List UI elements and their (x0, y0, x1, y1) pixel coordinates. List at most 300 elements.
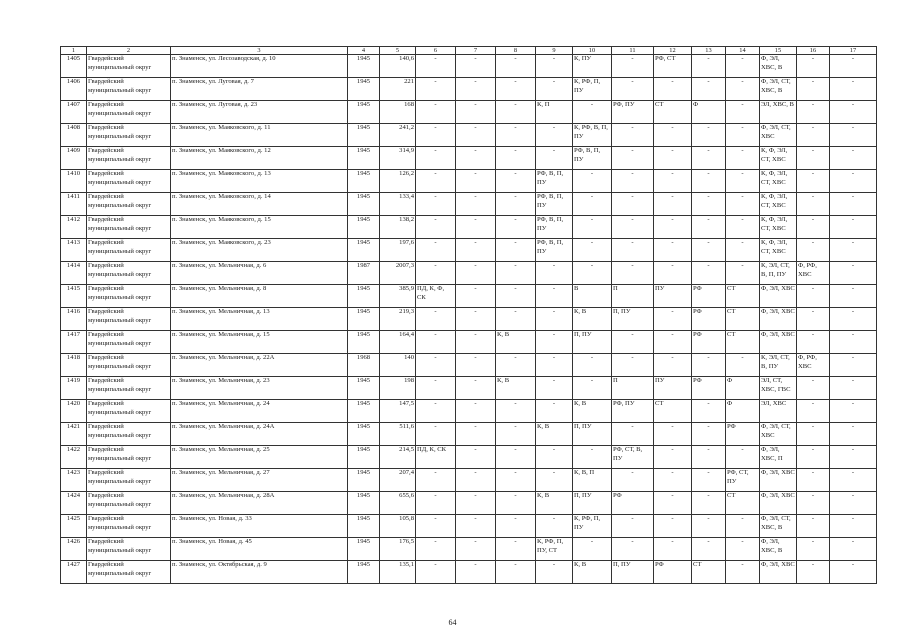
col9-cell: - (536, 561, 573, 584)
col16-cell: - (797, 377, 830, 400)
area-cell: 164,4 (380, 331, 416, 354)
col10-cell: - (573, 239, 612, 262)
col14-cell: - (726, 147, 760, 170)
col8-cell: - (496, 515, 536, 538)
col17-cell: - (830, 101, 877, 124)
col11-cell: - (612, 193, 654, 216)
col11-cell: РФ, СТ, В, ПУ (612, 446, 654, 469)
row-number-cell: 1416 (61, 308, 87, 331)
col12-cell: ПУ (654, 377, 692, 400)
col13-cell: РФ (692, 331, 726, 354)
col17-cell: - (830, 55, 877, 78)
district-name-cell: Гвардейский муниципальный округ (87, 308, 171, 331)
col16-cell: - (797, 446, 830, 469)
col9-cell: - (536, 285, 573, 308)
col6-cell: - (416, 78, 456, 101)
col6-cell: - (416, 515, 456, 538)
col16-cell: - (797, 423, 830, 446)
district-name-cell: Гвардейский муниципальный округ (87, 193, 171, 216)
col17-cell: - (830, 469, 877, 492)
col11-cell: - (612, 78, 654, 101)
district-name-cell: Гвардейский муниципальный округ (87, 377, 171, 400)
col13-cell: - (692, 423, 726, 446)
col13-cell: - (692, 124, 726, 147)
col11-cell: П, ПУ (612, 561, 654, 584)
column-number-cell: 4 (348, 47, 380, 55)
address-cell: п. Знаменск, ул. Маяковского, д. 13 (171, 170, 348, 193)
col6-cell: - (416, 561, 456, 584)
col8-cell: - (496, 400, 536, 423)
col17-cell: - (830, 308, 877, 331)
col17-cell: - (830, 193, 877, 216)
col6-cell: - (416, 469, 456, 492)
col15-cell: Ф, ЭЛ, ХВС (760, 331, 797, 354)
col16-cell: - (797, 239, 830, 262)
col14-cell: - (726, 239, 760, 262)
col9-cell: РФ, В, П, ПУ (536, 170, 573, 193)
col8-cell: - (496, 285, 536, 308)
district-name-cell: Гвардейский муниципальный округ (87, 561, 171, 584)
col7-cell: - (456, 561, 496, 584)
col6-cell: - (416, 170, 456, 193)
col12-cell: - (654, 147, 692, 170)
col10-cell: - (573, 538, 612, 561)
address-cell: п. Знаменск, ул. Маяковского, д. 11 (171, 124, 348, 147)
table-row (61, 308, 877, 331)
table-row (61, 561, 877, 584)
col6-cell: - (416, 193, 456, 216)
build-year-cell: 1945 (348, 538, 380, 561)
col10-cell: - (573, 216, 612, 239)
table-row (61, 331, 877, 354)
col8-cell: - (496, 193, 536, 216)
col14-cell: СТ (726, 308, 760, 331)
district-name-cell: Гвардейский муниципальный округ (87, 446, 171, 469)
col8-cell: - (496, 55, 536, 78)
col10-cell: - (573, 170, 612, 193)
col17-cell: - (830, 492, 877, 515)
row-number-cell: 1424 (61, 492, 87, 515)
row-number-cell: 1426 (61, 538, 87, 561)
col6-cell: - (416, 147, 456, 170)
district-name-cell: Гвардейский муниципальный округ (87, 147, 171, 170)
column-number-cell: 3 (171, 47, 348, 55)
col16-cell: - (797, 78, 830, 101)
address-cell: п. Знаменск, ул. Лесозаводская, д. 10 (171, 55, 348, 78)
area-cell: 241,2 (380, 124, 416, 147)
column-number-cell: 9 (536, 47, 573, 55)
col7-cell: - (456, 423, 496, 446)
col9-cell: - (536, 308, 573, 331)
area-cell: 135,1 (380, 561, 416, 584)
col12-cell: - (654, 193, 692, 216)
col15-cell: Ф, ЭЛ, СТ, ХВС (760, 124, 797, 147)
address-cell: п. Знаменск, ул. Мельничная, д. 28А (171, 492, 348, 515)
col16-cell: - (797, 538, 830, 561)
col16-cell: - (797, 101, 830, 124)
col6-cell: - (416, 400, 456, 423)
table-row (61, 216, 877, 239)
row-number-cell: 1425 (61, 515, 87, 538)
col7-cell: - (456, 515, 496, 538)
col8-cell: - (496, 308, 536, 331)
col8-cell: - (496, 124, 536, 147)
col13-cell: - (692, 55, 726, 78)
table-row (61, 423, 877, 446)
col12-cell: - (654, 538, 692, 561)
column-number-cell: 10 (573, 47, 612, 55)
col12-cell: - (654, 124, 692, 147)
district-name-cell: Гвардейский муниципальный округ (87, 124, 171, 147)
col16-cell: - (797, 170, 830, 193)
col11-cell: РФ, ПУ (612, 400, 654, 423)
build-year-cell: 1945 (348, 78, 380, 101)
build-year-cell: 1945 (348, 124, 380, 147)
column-number-cell: 17 (830, 47, 877, 55)
col8-cell: - (496, 354, 536, 377)
address-cell: п. Знаменск, ул. Луговая, д. 23 (171, 101, 348, 124)
col6-cell: - (416, 538, 456, 561)
column-number-cell: 11 (612, 47, 654, 55)
col8-cell: - (496, 446, 536, 469)
table-row (61, 469, 877, 492)
col12-cell: - (654, 469, 692, 492)
col7-cell: - (456, 469, 496, 492)
col9-cell: - (536, 262, 573, 285)
build-year-cell: 1945 (348, 515, 380, 538)
col13-cell: РФ (692, 285, 726, 308)
col10-cell: - (573, 262, 612, 285)
col6-cell: - (416, 262, 456, 285)
col15-cell: К, ЭЛ, СТ, В, П, ПУ (760, 262, 797, 285)
col16-cell: - (797, 469, 830, 492)
col7-cell: - (456, 147, 496, 170)
col10-cell: П, ПУ (573, 492, 612, 515)
col11-cell: - (612, 331, 654, 354)
district-name-cell: Гвардейский муниципальный округ (87, 331, 171, 354)
column-number-cell: 14 (726, 47, 760, 55)
col10-cell: К, В (573, 561, 612, 584)
col7-cell: - (456, 377, 496, 400)
col6-cell: - (416, 331, 456, 354)
col16-cell: - (797, 331, 830, 354)
col14-cell: - (726, 170, 760, 193)
table-row (61, 538, 877, 561)
col13-cell: - (692, 216, 726, 239)
district-name-cell: Гвардейский муниципальный округ (87, 515, 171, 538)
col15-cell: Ф, ЭЛ, ХВС (760, 561, 797, 584)
area-cell: 314,9 (380, 147, 416, 170)
col7-cell: - (456, 55, 496, 78)
area-cell: 133,4 (380, 193, 416, 216)
col8-cell: - (496, 78, 536, 101)
col14-cell: - (726, 561, 760, 584)
row-number-cell: 1406 (61, 78, 87, 101)
district-name-cell: Гвардейский муниципальный округ (87, 78, 171, 101)
col9-cell: - (536, 515, 573, 538)
table-row (61, 124, 877, 147)
address-cell: п. Знаменск, ул. Мельничная, д. 24 (171, 400, 348, 423)
column-number-cell: 16 (797, 47, 830, 55)
col13-cell: - (692, 78, 726, 101)
col8-cell: - (496, 101, 536, 124)
district-name-cell: Гвардейский муниципальный округ (87, 469, 171, 492)
col12-cell: - (654, 262, 692, 285)
col13-cell: - (692, 446, 726, 469)
page-number: 64 (448, 618, 457, 627)
col15-cell: Ф, ЭЛ, ХВС (760, 492, 797, 515)
table-row (61, 101, 877, 124)
col8-cell: К, В (496, 331, 536, 354)
row-number-cell: 1427 (61, 561, 87, 584)
col17-cell: - (830, 423, 877, 446)
table-row (61, 170, 877, 193)
col12-cell: - (654, 446, 692, 469)
col6-cell: - (416, 216, 456, 239)
col11-cell: - (612, 262, 654, 285)
col10-cell: - (573, 193, 612, 216)
col15-cell: К, ЭЛ, СТ, В, ПУ (760, 354, 797, 377)
table-row (61, 492, 877, 515)
address-cell: п. Знаменск, ул. Маяковского, д. 15 (171, 216, 348, 239)
col6-cell: - (416, 55, 456, 78)
col6-cell: ПД, К, СК (416, 446, 456, 469)
build-year-cell: 1945 (348, 446, 380, 469)
col10-cell: - (573, 377, 612, 400)
col15-cell: Ф, ЭЛ, СТ, ХВС, В (760, 78, 797, 101)
col9-cell: РФ, В, П, ПУ (536, 216, 573, 239)
col9-cell: - (536, 446, 573, 469)
col16-cell: - (797, 561, 830, 584)
col10-cell: В (573, 285, 612, 308)
col11-cell: П (612, 377, 654, 400)
col9-cell: - (536, 377, 573, 400)
table-row (61, 354, 877, 377)
col10-cell: П, ПУ (573, 331, 612, 354)
row-number-cell: 1407 (61, 101, 87, 124)
col14-cell: СТ (726, 492, 760, 515)
column-number-cell: 1 (61, 47, 87, 55)
district-name-cell: Гвардейский муниципальный округ (87, 216, 171, 239)
row-number-cell: 1412 (61, 216, 87, 239)
col7-cell: - (456, 538, 496, 561)
col6-cell: - (416, 124, 456, 147)
district-name-cell: Гвардейский муниципальный округ (87, 170, 171, 193)
col10-cell: К, В (573, 308, 612, 331)
address-cell: п. Знаменск, ул. Маяковского, д. 23 (171, 239, 348, 262)
address-cell: п. Знаменск, ул. Мельничная, д. 13 (171, 308, 348, 331)
col7-cell: - (456, 400, 496, 423)
col12-cell: ПУ (654, 285, 692, 308)
col10-cell: К, В, П (573, 469, 612, 492)
col15-cell: Ф, ЭЛ, ХВС (760, 285, 797, 308)
col15-cell: К, Ф, ЭЛ, СТ, ХВС (760, 239, 797, 262)
area-cell: 221 (380, 78, 416, 101)
col8-cell: - (496, 469, 536, 492)
table-row (61, 262, 877, 285)
address-cell: п. Знаменск, ул. Мельничная, д. 27 (171, 469, 348, 492)
column-number-cell: 13 (692, 47, 726, 55)
col9-cell: К, В (536, 492, 573, 515)
col14-cell: - (726, 262, 760, 285)
col9-cell: - (536, 147, 573, 170)
col17-cell: - (830, 561, 877, 584)
col17-cell: - (830, 262, 877, 285)
col13-cell: Ф (692, 101, 726, 124)
address-cell: п. Знаменск, ул. Мельничная, д. 23 (171, 377, 348, 400)
col9-cell: - (536, 55, 573, 78)
col16-cell: - (797, 492, 830, 515)
col11-cell: - (612, 55, 654, 78)
col16-cell: - (797, 55, 830, 78)
col11-cell: - (612, 124, 654, 147)
col9-cell: - (536, 124, 573, 147)
col15-cell: К, Ф, ЭЛ, СТ, ХВС (760, 216, 797, 239)
col11-cell: - (612, 239, 654, 262)
col12-cell: - (654, 78, 692, 101)
build-year-cell: 1945 (348, 55, 380, 78)
table-row (61, 515, 877, 538)
column-number-cell: 6 (416, 47, 456, 55)
col6-cell: - (416, 492, 456, 515)
build-year-cell: 1945 (348, 285, 380, 308)
district-name-cell: Гвардейский муниципальный округ (87, 55, 171, 78)
district-name-cell: Гвардейский муниципальный округ (87, 239, 171, 262)
build-year-cell: 1945 (348, 101, 380, 124)
address-cell: п. Знаменск, ул. Маяковского, д. 14 (171, 193, 348, 216)
col11-cell: - (612, 354, 654, 377)
col10-cell: К, РФ, П, ПУ (573, 515, 612, 538)
col17-cell: - (830, 147, 877, 170)
build-year-cell: 1968 (348, 354, 380, 377)
address-cell: п. Знаменск, ул. Луговая, д. 7 (171, 78, 348, 101)
col9-cell: - (536, 354, 573, 377)
col17-cell: - (830, 377, 877, 400)
build-year-cell: 1945 (348, 147, 380, 170)
col15-cell: ЭЛ, ХВС (760, 400, 797, 423)
col14-cell: - (726, 446, 760, 469)
district-name-cell: Гвардейский муниципальный округ (87, 354, 171, 377)
row-number-cell: 1408 (61, 124, 87, 147)
col17-cell: - (830, 239, 877, 262)
table-row (61, 400, 877, 423)
col15-cell: К, Ф, ЭЛ, СТ, ХВС (760, 147, 797, 170)
col15-cell: Ф, ЭЛ, ХВС (760, 308, 797, 331)
table-row (61, 147, 877, 170)
col13-cell: - (692, 538, 726, 561)
col8-cell: - (496, 492, 536, 515)
col9-cell: К, РФ, П, ПУ, СТ (536, 538, 573, 561)
address-cell: п. Знаменск, ул. Мельничная, д. 6 (171, 262, 348, 285)
row-number-cell: 1417 (61, 331, 87, 354)
col17-cell: - (830, 216, 877, 239)
col6-cell: - (416, 423, 456, 446)
column-number-cell: 15 (760, 47, 797, 55)
table-row (61, 285, 877, 308)
col9-cell: - (536, 400, 573, 423)
col6-cell: - (416, 239, 456, 262)
col17-cell: - (830, 124, 877, 147)
col14-cell: - (726, 124, 760, 147)
col13-cell: - (692, 469, 726, 492)
col12-cell: - (654, 308, 692, 331)
col11-cell: - (612, 147, 654, 170)
col11-cell: П (612, 285, 654, 308)
col15-cell: Ф, ЭЛ, ХВС, П (760, 446, 797, 469)
row-number-cell: 1423 (61, 469, 87, 492)
area-cell: 105,8 (380, 515, 416, 538)
col12-cell: - (654, 492, 692, 515)
col14-cell: - (726, 515, 760, 538)
col11-cell: - (612, 515, 654, 538)
col6-cell: - (416, 377, 456, 400)
col10-cell: К, РФ, П, ПУ (573, 78, 612, 101)
col12-cell: РФ (654, 561, 692, 584)
col8-cell: - (496, 170, 536, 193)
address-cell: п. Знаменск, ул. Мельничная, д. 15 (171, 331, 348, 354)
col7-cell: - (456, 170, 496, 193)
column-number-cell: 8 (496, 47, 536, 55)
col8-cell: - (496, 216, 536, 239)
area-cell: 140,6 (380, 55, 416, 78)
col9-cell: РФ, В, П, ПУ (536, 239, 573, 262)
col12-cell: РФ, СТ (654, 55, 692, 78)
table-row (61, 239, 877, 262)
col13-cell: - (692, 147, 726, 170)
column-number-cell: 7 (456, 47, 496, 55)
col10-cell: К, В (573, 400, 612, 423)
column-number-cell: 12 (654, 47, 692, 55)
area-cell: 138,2 (380, 216, 416, 239)
col7-cell: - (456, 101, 496, 124)
col12-cell: - (654, 515, 692, 538)
build-year-cell: 1945 (348, 216, 380, 239)
row-number-cell: 1420 (61, 400, 87, 423)
col15-cell: ЭЛ, СТ, ХВС, ГВС (760, 377, 797, 400)
col13-cell: РФ (692, 377, 726, 400)
col7-cell: - (456, 193, 496, 216)
col10-cell: К, ПУ (573, 55, 612, 78)
register-sheet (60, 46, 876, 584)
district-name-cell: Гвардейский муниципальный округ (87, 538, 171, 561)
col12-cell: - (654, 423, 692, 446)
build-year-cell: 1945 (348, 331, 380, 354)
col14-cell: - (726, 538, 760, 561)
col8-cell: - (496, 423, 536, 446)
col15-cell: Ф, ЭЛ, СТ, ХВС (760, 423, 797, 446)
build-year-cell: 1945 (348, 308, 380, 331)
district-name-cell: Гвардейский муниципальный округ (87, 400, 171, 423)
col15-cell: Ф, ЭЛ, СТ, ХВС, В (760, 515, 797, 538)
col16-cell: Ф, РФ, ХВС (797, 354, 830, 377)
table-row (61, 377, 877, 400)
row-number-cell: 1405 (61, 55, 87, 78)
col15-cell: Ф, ЭЛ, ХВС, В (760, 538, 797, 561)
row-number-cell: 1410 (61, 170, 87, 193)
build-year-cell: 1945 (348, 561, 380, 584)
col7-cell: - (456, 492, 496, 515)
col8-cell: К, В (496, 377, 536, 400)
column-number-cell: 5 (380, 47, 416, 55)
col12-cell: СТ (654, 400, 692, 423)
col13-cell: - (692, 170, 726, 193)
address-cell: п. Знаменск, ул. Мельничная, д. 24А (171, 423, 348, 446)
area-cell: 207,4 (380, 469, 416, 492)
column-number-header (61, 47, 877, 55)
col12-cell: - (654, 354, 692, 377)
address-cell: п. Знаменск, ул. Маяковского, д. 12 (171, 147, 348, 170)
col16-cell: - (797, 147, 830, 170)
